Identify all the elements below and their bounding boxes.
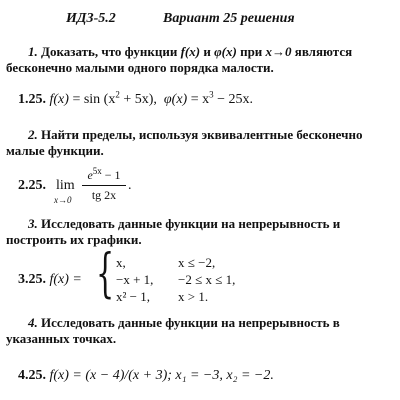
case-3-expr: x² − 1, [116,289,150,304]
problem-label: 3.25. [18,272,46,287]
problem-1-25: 1.25. $f(x) = \sin (x^2 + 5x)$, $\varphi(x) = x^3 - 25x$. [18,89,254,107]
formula-period: . [128,178,132,193]
task-2-statement: 2. Найти пределы, используя эквивалентные бесконечно малые функции. [6,127,363,158]
task-number: 1. [28,44,38,59]
task-number: 4. [28,315,38,330]
fraction-bar [82,185,126,186]
task-number: 3. [28,216,38,231]
problem-4-25: 4.25. f(x) = (x − 4)/(x + 3); x₁ = −3, x₂ = −2. [18,368,274,383]
variant-title: Вариант 25 решения [163,11,295,26]
case-3-cond: x > 1. [178,289,209,304]
case-2-cond: −2 ≤ x ≤ 1, [178,272,236,287]
limit-symbol: lim [56,178,75,193]
assignment-code: ИДЗ-5.2 [66,11,116,26]
case-2-expr: −x + 1, [116,272,154,287]
problem-3-25 [18,272,82,288]
problem-label: 2.25. [18,178,46,193]
piecewise-brace: { [96,244,115,304]
problem-2-25 [18,178,46,194]
problem-label: 1.25. [18,92,46,107]
task-4-statement: 4. Исследовать данные функции на непрерывность в указанных точках. [6,315,340,346]
task-number: 2. [28,127,38,142]
problem-label: 4.25. [18,368,46,383]
limit-subscript: x→0 [54,195,72,205]
fraction-numerator: $e^{5x} - 1$ [87,166,121,182]
case-1-cond: x ≤ −2, [178,255,216,270]
task-1-statement: 1. Доказать, что функции f(x) и φ(x) при x→0 являются бесконечно малыми одного порядка малости. [6,44,353,75]
piecewise-lhs: f(x) = [49,272,82,287]
fraction-denominator: tg 2x [91,188,117,202]
case-1-expr: x, [116,255,126,270]
task-3-statement: 3. Исследовать данные функции на непрерывность и построить их графики. [6,216,341,247]
